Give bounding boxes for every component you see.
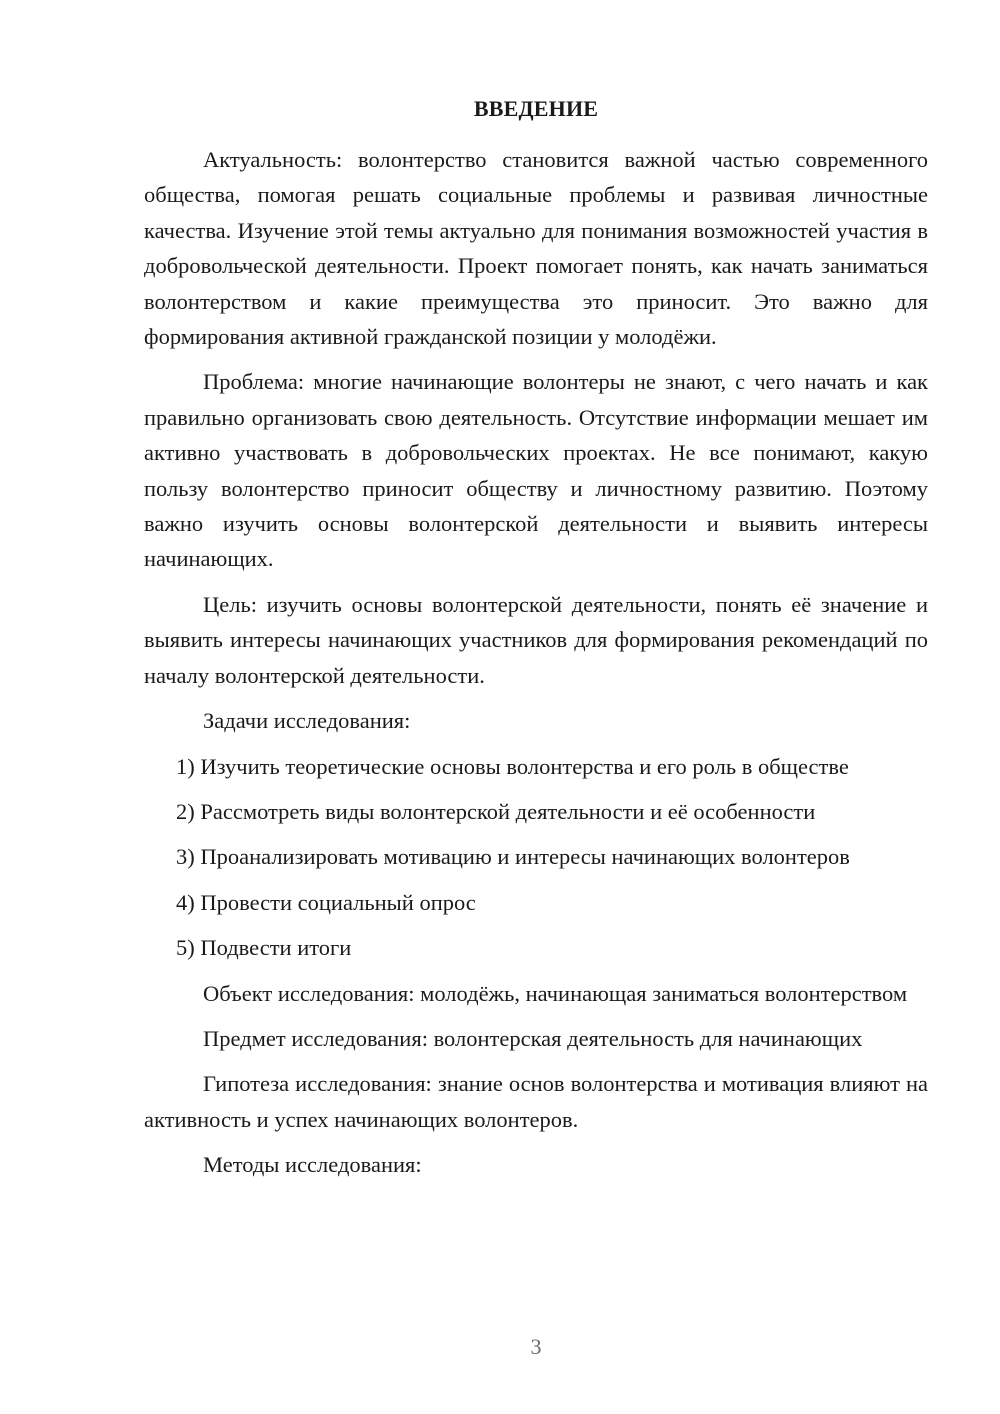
- paragraph-object: Объект исследования: молодёжь, начинающая заниматься волонтерством: [203, 980, 908, 1006]
- paragraph-methods-heading: Методы исследования:: [203, 1152, 422, 1178]
- document-body: [144, 142, 928, 1183]
- list-item: 1) Изучить теоретические основы волонтерства и его роль в обществе: [176, 753, 849, 779]
- paragraph-hypothesis: Гипотеза исследования: знание основ волонтерства и мотивация влияют на активность и успех начинающих волонтеров.: [144, 1071, 928, 1132]
- paragraph-problem: Проблема: многие начинающие волонтеры не знают, с чего начать и как правильно организовать свою деятельность. Отсутствие информации мешает им активно участвовать в добровольческих проектах. Не все понимают, какую пользу волонтерство приносит обществу и личностному развитию. Поэтому важно изучить основы волонтерской деятельности и выявить интересы начинающих.: [144, 369, 928, 572]
- list-item: 4) Провести социальный опрос: [176, 889, 476, 915]
- paragraph-tasks-heading: Задачи исследования:: [203, 708, 411, 734]
- section-title: ВВЕДЕНИЕ: [473, 96, 599, 121]
- list-item: 2) Рассмотреть виды волонтерской деятельности и её особенности: [176, 798, 816, 824]
- list-item: 3) Проанализировать мотивацию и интересы начинающих волонтеров: [176, 844, 850, 870]
- page-number: 3: [530, 1334, 542, 1359]
- paragraph-goal: Цель: изучить основы волонтерской деятельности, понять её значение и выявить интересы начинающих участников для формирования рекомендаций по началу волонтерской деятельности.: [144, 591, 928, 688]
- paragraph-subject: Предмет исследования: волонтерская деятельность для начинающих: [203, 1025, 863, 1051]
- list-item: 5) Подвести итоги: [176, 935, 352, 961]
- tasks-list: [144, 749, 928, 966]
- paragraph-relevance: Актуальность: волонтерство становится важной частью современного общества, помогая решать социальные проблемы и развивая личностные качества. Изучение этой темы актуально для понимания возможностей участия в добровольческой деятельности. Проект помогает понять, как начать заниматься волонтерством и какие преимущества это приносит. Это важно для формирования активной гражданской позиции у молодёжи.: [144, 147, 928, 350]
